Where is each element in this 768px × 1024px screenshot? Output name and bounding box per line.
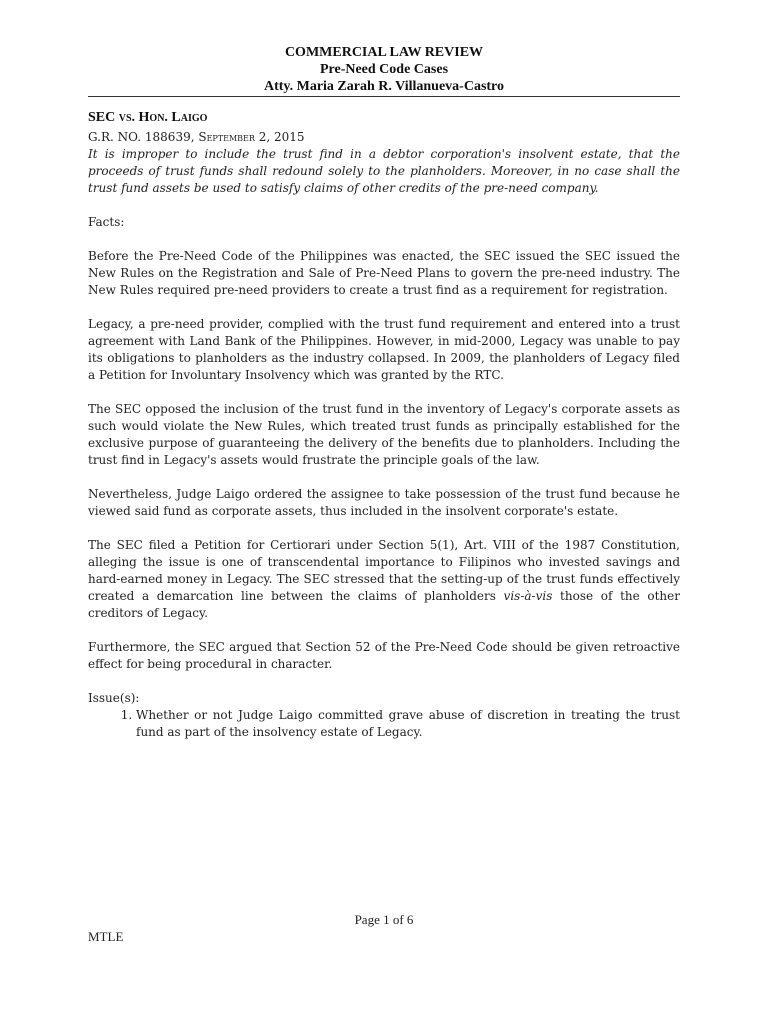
facts-paragraph-3: The SEC opposed the inclusion of the trust fund in the inventory of Legacy's corporate assets as such would violate the New Rules, which treated trust funds as principally established for the exclusive purpose of guaranteeing the delivery of the benefits due to planholders. Including the trust find in Legacy's assets would frustrate the principle goals of the law. — [88, 402, 680, 467]
case-party-2: Hon. Laigo — [138, 110, 208, 125]
issue-item: 1. Whether or not Judge Laigo committed grave abuse of discretion in treating the trust fund as part of the insolvency estate of Legacy. — [136, 707, 680, 741]
document-body — [88, 109, 680, 741]
page-number: Page 1 of 6 — [354, 912, 414, 927]
document-header — [88, 44, 680, 95]
facts-paragraph-5-italic: vis-à-vis — [503, 589, 553, 603]
issues-heading: Issue(s): — [88, 691, 140, 705]
header-divider — [88, 96, 680, 97]
facts-paragraph-6: Furthermore, the SEC argued that Section 52 of the Pre-Need Code should be given retroactive effect for being procedural in character. — [88, 640, 680, 671]
facts-heading: Facts: — [88, 215, 125, 229]
author-name: Atty. Maria Zarah R. Villanueva-Castro — [263, 79, 505, 94]
case-title — [88, 109, 680, 127]
case-reference — [88, 129, 680, 146]
facts-paragraph-5-text: The SEC filed a Petition for Certiorari under Section 5(1), Art. VIII of the 1987 Constitution, alleging the issue is one of transcendental importance to Filipinos who invested savings and hard-earned money in Legacy. The SEC stressed that the setting-up of the trust funds effectively created a demarcation line between the claims of planholders — [88, 538, 680, 603]
issues-list — [88, 707, 680, 741]
case-date: September 2, 2015 — [198, 130, 305, 144]
gr-number: G.R. NO. 188639, — [88, 130, 195, 144]
facts-paragraph-1: Before the Pre-Need Code of the Philippines was enacted, the SEC issued the SEC issued the New Rules on the Registration and Sale of Pre-Need Plans to govern the pre-need industry. The New Rules required pre-need providers to create a trust find as a requirement for registration. — [88, 249, 680, 297]
footer-initials: MTLE — [88, 929, 124, 944]
facts-paragraph-2: Legacy, a pre-need provider, complied with the trust fund requirement and entered into a trust agreement with Land Bank of the Philippines. However, in mid-2000, Legacy was unable to pay its obligations to planholders as the industry collapsed. In 2009, the planholders of Legacy filed a Petition for Involuntary Insolvency which was granted by the RTC. — [88, 317, 680, 382]
facts-paragraph-4: Nevertheless, Judge Laigo ordered the assignee to take possession of the trust fund because he viewed said fund as corporate assets, thus included in the insolvent corporate's estate. — [88, 487, 680, 518]
facts-paragraph-5-end: those of the other creditors of Legacy. — [88, 589, 680, 620]
facts-paragraph-5 — [88, 537, 680, 622]
case-party-1: SEC — [88, 110, 116, 125]
topic-title: Pre-Need Code Cases — [319, 62, 449, 77]
case-doctrine: It is improper to include the trust find in a debtor corporation's insolvent estate, that the proceeds of trust funds shall redound solely to the planholders. Moreover, in no case shall the trust fund assets be used to satisfy claims of other credits of the pre-need company. — [88, 147, 680, 195]
case-versus: vs. — [118, 110, 136, 125]
course-title: COMMERCIAL LAW REVIEW — [284, 45, 484, 60]
